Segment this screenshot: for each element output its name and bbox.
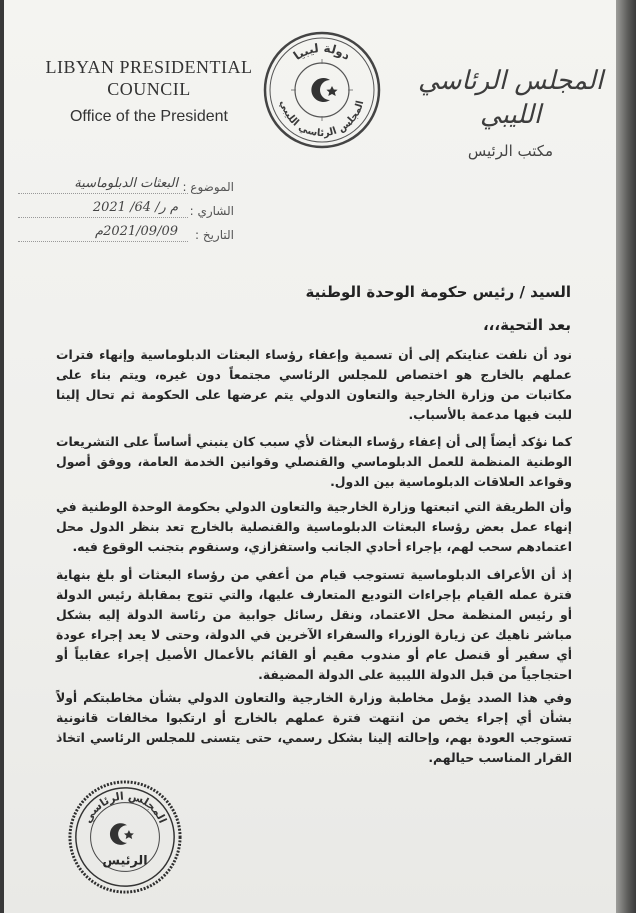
letter-page [4,0,616,913]
paragraph-4: إذ أن الأعراف الدبلوماسية تستوجب قيام من أعفي من رؤساء البعثات أو بلغ بنهاية فترة عمله القيام بإجراءات التوديع المتعارف عليها، والتي تتوج بمقابلة رئيس الدولة أو رئيس المنظمة محل الاعتماد، ونقل رسائل جوابية من رئاسة الدولة إليه بشكل مباشر ناهيك عن زيارة الوزراء والسفراء الآخرين في الدولة، وحتى لا يعد إجراء عودة أي سفير أو قنصل عام أو مندوب مقيم أو القائم بالأعمال الأصيل إجراء عقابياً أو احتجاجياً من قبل الدولة الليبية على الدولة المضيفة. [56,567,572,682]
reference-value: م ر/ 64/ 2021 [92,200,178,215]
council-emblem-icon [262,30,382,150]
paragraph-5: وفي هذا الصدد يؤمل مخاطبة وزارة الخارجية والتعاون الدولي بشأن مخاطبتكم أولاً بشأن أي إجراء يخص من انتهت فترة عملهم بالخارج أو ارتكبوا مخالفات قانونية تستوجب العودة بهم، وإحالته إلينا بشكل رسمي، حتى يتسنى للمجلس الرئاسي اتخاذ القرار المناسب حيالهم. [56,690,572,765]
stamp-center-text: الرئيس [102,853,148,869]
date-value: 2021/09/09م [95,224,178,239]
reference-label: الشاري : [189,204,234,218]
subject-label: الموضوع : [182,180,234,194]
english-letterhead [44,56,254,126]
paragraph-2: كما نؤكد أيضاً إلى أن إعفاء رؤساء البعثات لأي سبب كان ينبني أساساً على التشريعات الوطنية المنظمة للعمل الدبلوماسي والقنصلي وقوانين الخدمة العامة، ووفق أصول وقواعد العلاقات الدبلوماسية بين الدول. [56,434,572,489]
stamp-ring-text: المجلس الرئاسي [80,789,170,826]
english-letterhead-line2: COUNCIL [107,79,191,99]
arabic-letterhead-title: المجلس الرئاسي الليبي [417,66,604,130]
svg-text:المجلس الرئاسي [81,789,169,825]
paragraph-3: وأن الطريقة التي اتبعتها وزارة الخارجية والتعاون الدولي بحكومة الوحدة الوطنية في إنهاء عمل بعض رؤساء البعثات الدبلوماسية والقنصلية بالخارج تعد بنظر الدول محل اعتمادهم سحب لهم، بإجراء أحادي الجانب واستفزازي، وسنقوم بتجنب الوقوع فيه. [56,499,572,554]
english-letterhead-line1: LIBYAN PRESIDENTIAL [45,57,253,77]
addressee: السيد / رئيس حكومة الوحدة الوطنية [305,283,571,301]
emblem-top-text: دولة ليبيا [290,40,353,64]
date-label: التاريخ : [194,228,234,242]
page-shadow-edge [616,0,636,913]
paragraph-1: نود أن نلفت عنايتكم إلى أن تسمية وإعفاء رؤساء البعثات الدبلوماسية وإنهاء فترات عملهم بالخارج هو اختصاص للمجلس الرئاسي مجتمعاً دون غيره، ويتم بناء على مكاتبات من وزارة الخارجية والتعاون الدولي يتم عرضها على الحكومة ثم تحال إلينا للبت فيها مدعمة بالأسباب. [56,347,572,422]
subject-value: البعثات الدبلوماسية [74,176,178,191]
greeting: بعد التحية،،، [482,316,571,334]
arabic-letterhead [408,64,613,160]
reference-line [14,200,234,224]
subject-line [14,176,234,200]
arabic-letterhead-office: مكتب الرئيس [467,142,554,160]
president-stamp-icon [66,778,184,896]
english-letterhead-office: Office of the President [69,108,228,125]
date-line [14,224,234,248]
emblem-bottom-text: المجلس الرئاسي الليبي [277,99,367,140]
